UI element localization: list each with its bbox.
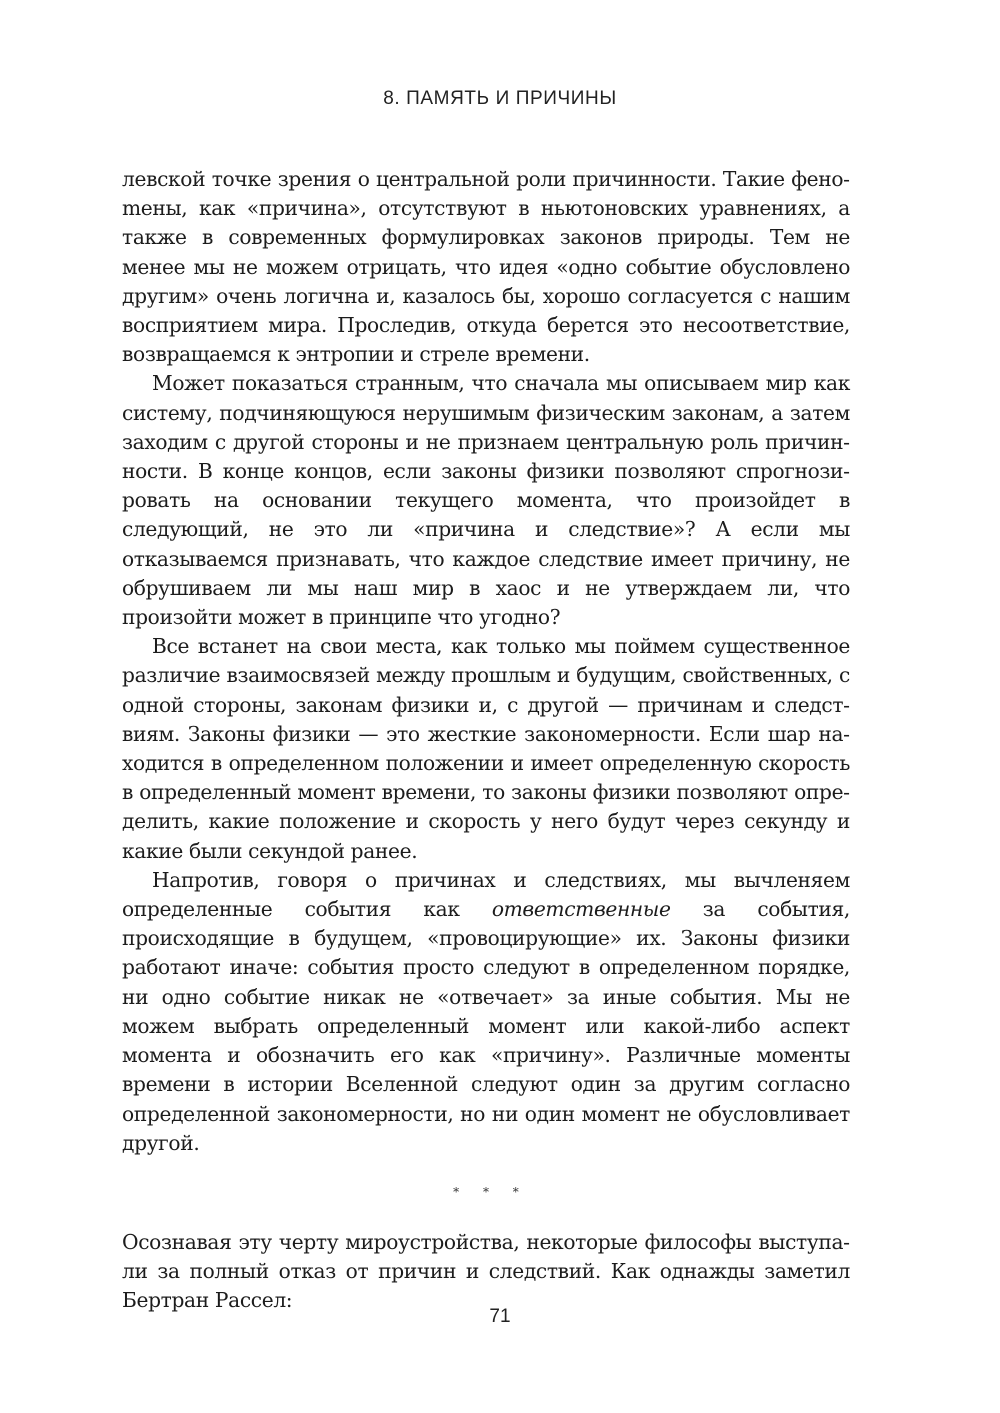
section-divider: * * * [453,1185,529,1200]
paragraph [122,866,850,1158]
paragraph: левской точке зрения о центральной роли причинности. Такие феноmены, как «причина», отсутствуют в ньютоновских уравнениях, а также в современных формулировках законов природы. Тем не менее мы не можем отрицать, что идея «одно событие обусловлено другим» очень логична и, казалось бы, хорошо согласуется с нашим восприятием мира. Проследив, откуда берется это несоответствие, возвращаемся к энтропии и стреле времени. [122,167,850,367]
page-number: 71 [489,1306,511,1327]
emphasis-text: ответственные [491,897,671,922]
paragraph: Может показаться странным, что сначала мы описываем мир как систему, подчиняющуюся нерушимым физическим законам, а затем заходим с другой стороны и не признаем центральную роль причинности. В конце концов, если законы физики позволяют спрогнозировать на основании текущего момента, что произойдет в следующий, не это ли «причина и следствие»? А если мы отказываемся признавать, что каждое следствие имеет причину, не обрушиваем ли мы наш мир в хаос и не утверждаем ли, что произойти может в принципе что угодно? [122,371,850,630]
body-text [122,165,850,1316]
paragraph-text: за события, происходящие в будущем, «провоцирующие» их. Законы физики работают иначе: события просто следуют в определенном порядке, ни одно событие никак не «отвечает» за иные события. Мы не можем выбрать определенный момент или какой-либо аспект момента и обозначить его как «причину». Различные моменты времени в истории Вселенной следуют один за другим согласно определенной закономерности, но ни один момент не обусловливает другой. [122,897,850,1155]
paragraph: Осознавая эту черту мироустройства, некоторые философы выступали за полный отказ от причин и следствий. Как однажды заметил Бертран Рассел: [122,1229,850,1313]
running-head: 8. ПАМЯТЬ И ПРИЧИНЫ [383,88,617,109]
paragraph: Все встанет на свои места, как только мы поймем существенное различие взаимосвязей между прошлым и будущим, свойственных, с одной стороны, законам физики и, с другой — причинам и следствиям. Законы физики — это жесткие закономерности. Если шар находится в определенном положении и имеет определенную скорость в определенный момент времени, то законы физики позволяют определить, какие положение и скорость у него будут через секунду и какие были секундой ранее. [122,634,850,863]
paragraph-text: Напротив, говоря о причинах и следствиях, мы вычленяем определенные события как [122,867,850,922]
